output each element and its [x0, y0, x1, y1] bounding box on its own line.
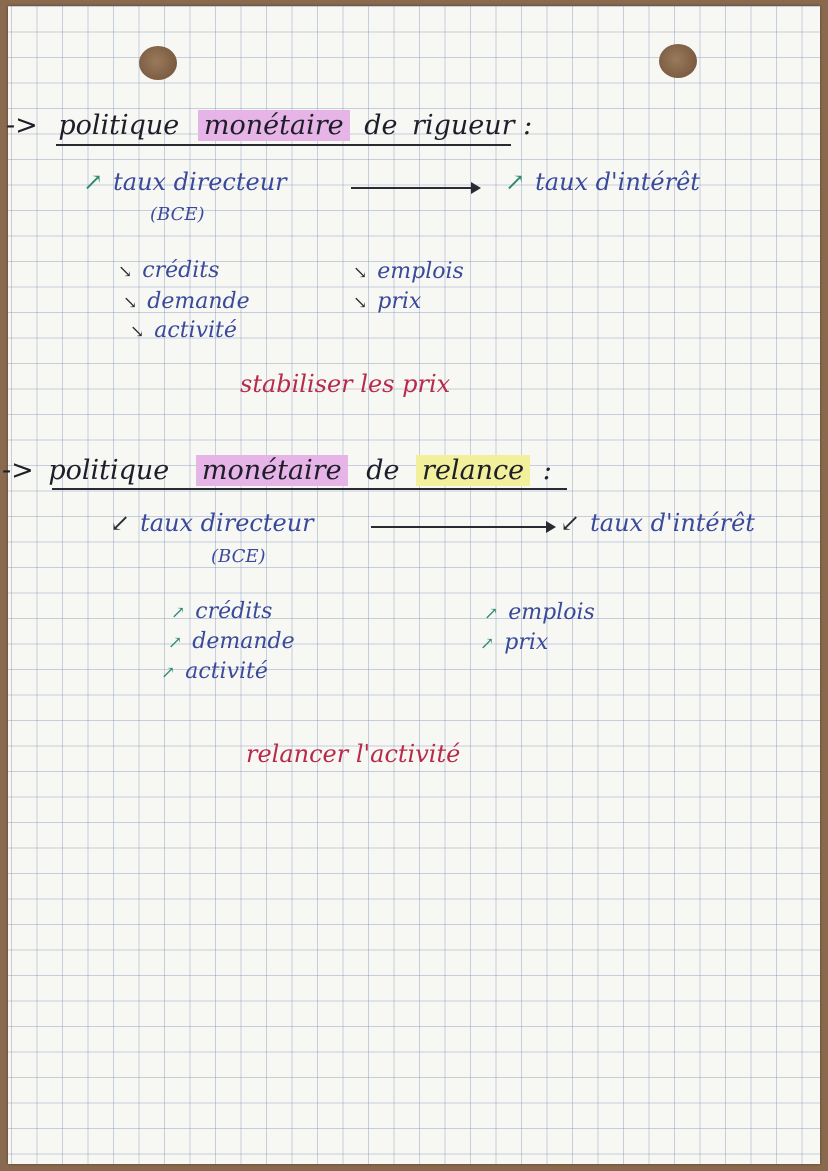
section2-title-highlight: monétaire: [196, 455, 348, 486]
down-arrow-icon: ↘: [353, 263, 368, 283]
section1-effect-right-0: [353, 259, 464, 284]
up-arrow-icon: ↗: [161, 663, 176, 683]
section2-title-colon: :: [542, 455, 552, 486]
section2-effect: [560, 509, 755, 537]
section1-arrow-prefix: ->: [6, 110, 38, 141]
section2-title-word1: politique: [48, 455, 170, 486]
section2-heading-underline: [52, 488, 567, 490]
punch-hole-right: [659, 44, 697, 78]
section1-cause-sub: (BCE): [150, 204, 205, 225]
section2-title-word3: de: [366, 455, 400, 486]
down-arrow-icon: ↘: [118, 262, 133, 282]
list-item-label: prix: [377, 289, 422, 314]
section1-heading: [6, 110, 532, 141]
section1-conclusion: stabiliser les prix: [240, 370, 451, 398]
section2-effect-left-0: [171, 599, 272, 624]
up-arrow-icon: ↗: [168, 633, 183, 653]
up-arrow-icon: ↗: [171, 603, 186, 623]
section1-effect-left-0: [118, 258, 219, 283]
section2-heading: [2, 455, 552, 486]
section2-effect-right-1: [480, 630, 548, 655]
section1-heading-underline: [56, 144, 511, 146]
section2-title-yellow-highlight: relance: [416, 455, 530, 486]
list-item-label: crédits: [195, 599, 273, 624]
section2-arrow-prefix: ->: [2, 455, 34, 486]
section1-title-colon: :: [523, 110, 533, 141]
section2-effect-right-0: [484, 600, 595, 625]
section1-title-word1: politique: [58, 110, 180, 141]
up-arrow-icon: ↗: [83, 168, 104, 196]
down-left-arrow-icon: ↙: [560, 509, 581, 537]
section1-title-highlight: monétaire: [198, 110, 350, 141]
list-item-label: prix: [504, 630, 549, 655]
section2-effect-left-2: [161, 659, 268, 684]
list-item-label: crédits: [142, 258, 220, 283]
section1-cause-label: taux directeur: [113, 168, 287, 196]
section2-causal-arrow: [371, 526, 554, 528]
section2-cause-label: taux directeur: [140, 509, 314, 537]
graph-paper-sheet: [2, 6, 820, 1164]
punch-hole-left: [139, 46, 177, 80]
section1-title-word3: de: [364, 110, 398, 141]
section1-effect: [505, 168, 700, 196]
list-item-label: demande: [147, 289, 250, 314]
section1-effect-label: taux d'intérêt: [535, 168, 700, 196]
section2-cause-sub: (BCE): [211, 546, 266, 567]
section2-conclusion: relancer l'activité: [246, 740, 461, 768]
section1-title-word4: rigueur: [412, 110, 515, 141]
list-item-label: activité: [185, 659, 268, 684]
down-arrow-icon: ↘: [123, 293, 138, 313]
section2-effect-label: taux d'intérêt: [590, 509, 755, 537]
down-arrow-icon: ↘: [353, 293, 368, 313]
list-item-label: demande: [192, 629, 295, 654]
list-item-label: emplois: [377, 259, 464, 284]
up-arrow-icon: ↗: [505, 168, 526, 196]
down-left-arrow-icon: ↙: [110, 509, 131, 537]
section1-cause: [83, 168, 287, 196]
section1-effect-right-1: [353, 289, 421, 314]
down-arrow-icon: ↘: [130, 322, 145, 342]
section1-effect-left-1: [123, 289, 250, 314]
up-arrow-icon: ↗: [480, 634, 495, 654]
list-item-label: emplois: [508, 600, 595, 625]
section2-effect-left-1: [168, 629, 295, 654]
list-item-label: activité: [154, 318, 237, 343]
section1-effect-left-2: [130, 318, 237, 343]
section2-cause: [110, 509, 314, 537]
section1-causal-arrow: [351, 187, 479, 189]
up-arrow-icon: ↗: [484, 604, 499, 624]
